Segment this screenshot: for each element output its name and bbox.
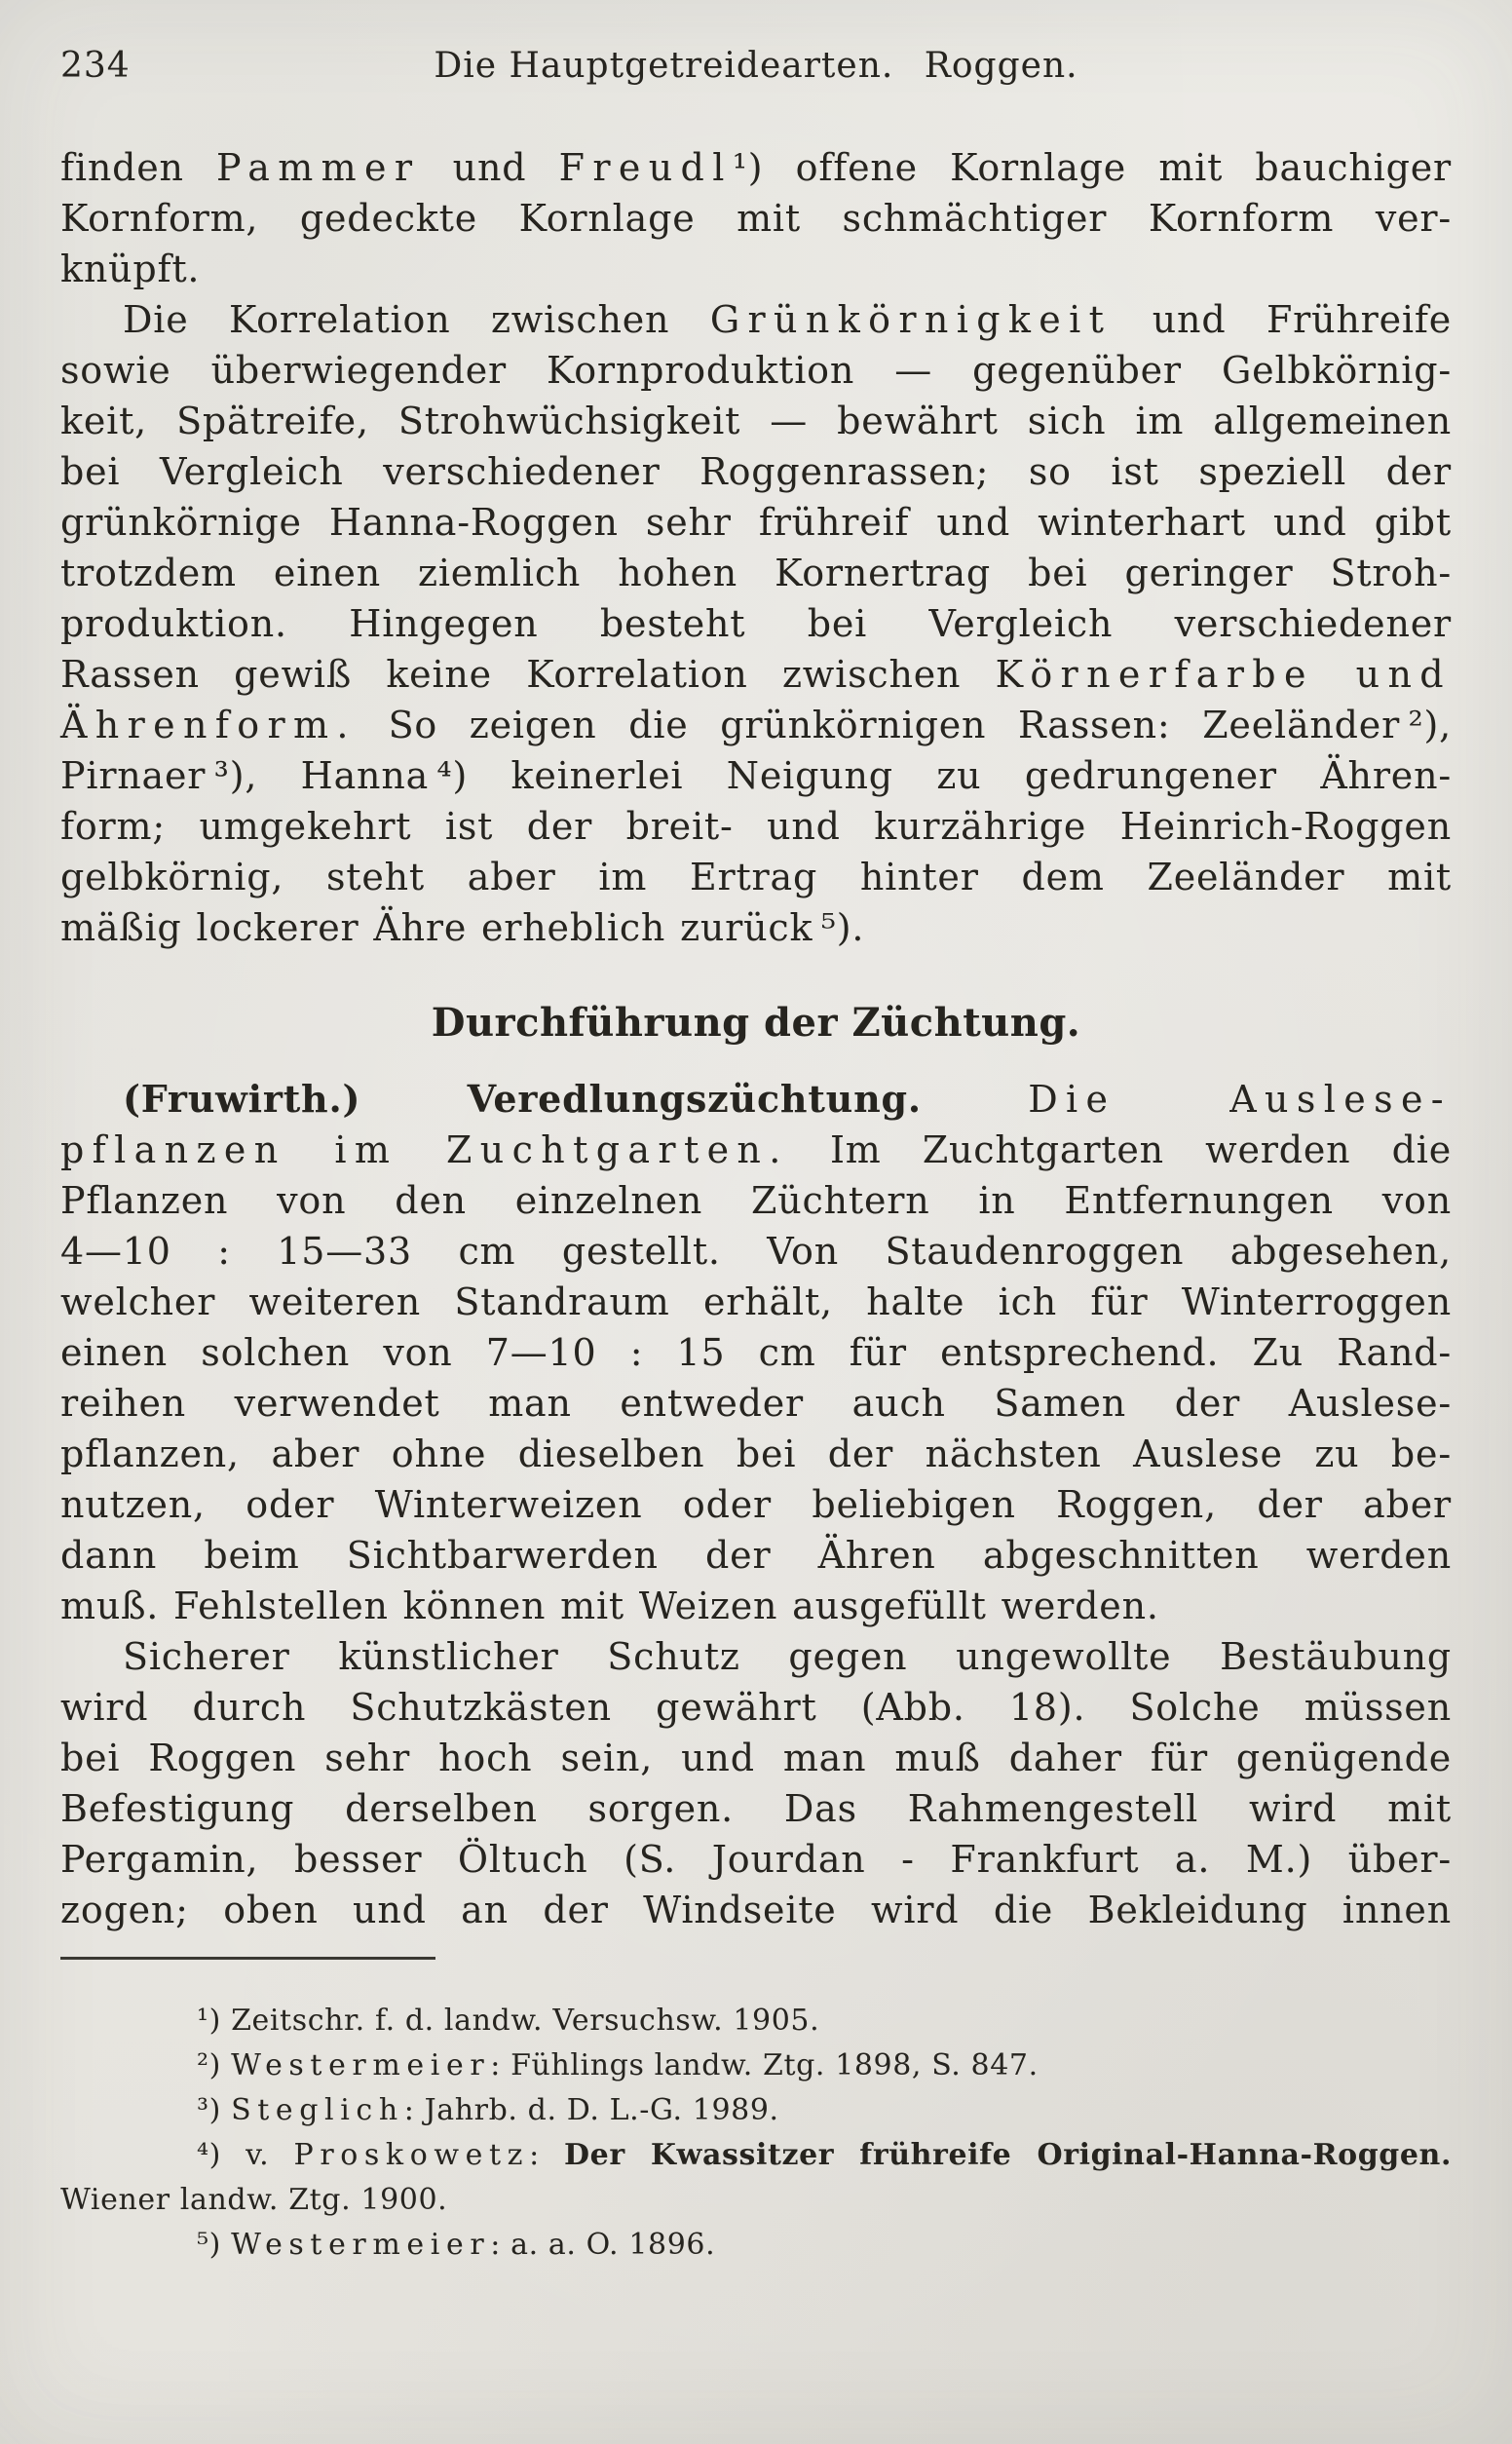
text-line: reihen verwendet man entweder auch Samen der Auslese- bbox=[60, 1382, 1452, 1425]
text-line: Kornform, gedeckte Kornlage mit schmächtiger Kornform ver- bbox=[60, 197, 1452, 240]
text-line: ³) Steglich: Jahrb. d. D. L.-G. 1989. bbox=[197, 2093, 779, 2127]
text-line: ¹) Zeitschr. f. d. landw. Versuchsw. 1905. bbox=[197, 2004, 820, 2038]
text-line: gelbkörnig, steht aber im Ertrag hinter dem Zeeländer mit bbox=[60, 856, 1452, 898]
text-line: welcher weiteren Standraum erhält, halte ich für Winterroggen bbox=[60, 1280, 1452, 1323]
running-title: Die Hauptgetreidearten. Roggen. bbox=[434, 46, 1078, 86]
footnote-2 bbox=[60, 2043, 1452, 2088]
text-line: Ährenform. So zeigen die grünkörnigen Rassen: Zeeländer ²), bbox=[60, 704, 1452, 746]
text-line: finden Pammer und Freudl¹) offene Kornlage mit bauchiger bbox=[60, 146, 1452, 189]
text-line: knüpft. bbox=[60, 248, 201, 290]
paragraph-veredlungszuechtung bbox=[60, 1074, 1452, 1631]
text-line: form; umgekehrt ist der breit- und kurzährige Heinrich-Roggen bbox=[60, 805, 1452, 848]
text-line: ⁴) v. Proskowetz: Der Kwassitzer frühreife Original-Hanna-Roggen. bbox=[197, 2138, 1453, 2172]
text-line: trotzdem einen ziemlich hohen Kornertrag bei geringer Stroh- bbox=[60, 552, 1452, 594]
text-line: Rassen gewiß keine Korrelation zwischen Körnerfarbe und bbox=[60, 653, 1452, 696]
body-text-top bbox=[60, 142, 1452, 953]
text-line: (Fruwirth.) Veredlungszüchtung. Die Auslese- bbox=[123, 1077, 1452, 1121]
paragraph-korrelation bbox=[60, 294, 1452, 953]
footnote-5 bbox=[60, 2223, 1452, 2268]
footnote-1 bbox=[60, 1999, 1452, 2043]
text-line: ²) Westermeier: Fühlings landw. Ztg. 1898, S. 847. bbox=[197, 2048, 1039, 2082]
text-line: zogen; oben und an der Windseite wird die Bekleidung innen bbox=[60, 1889, 1452, 1931]
text-line: dann beim Sichtbarwerden der Ähren abgeschnitten werden bbox=[60, 1534, 1452, 1577]
text-line: Die Korrelation zwischen Grünkörnigkeit und Frühreife bbox=[123, 298, 1453, 341]
page-number: 234 bbox=[60, 46, 131, 86]
text-line: bei Roggen sehr hoch sein, und man muß daher für genügende bbox=[60, 1737, 1452, 1779]
footnote-4 bbox=[60, 2133, 1452, 2223]
footnote-separator bbox=[60, 1957, 435, 1960]
text-line: Pflanzen von den einzelnen Züchtern in Entfernungen von bbox=[60, 1179, 1452, 1222]
text-line: Wiener landw. Ztg. 1900. bbox=[60, 2183, 448, 2217]
text-line: Befestigung derselben sorgen. Das Rahmengestell wird mit bbox=[60, 1787, 1452, 1830]
text-line: keit, Spätreife, Strohwüchsigkeit — bewährt sich im allgemeinen bbox=[60, 400, 1452, 442]
section-heading: Durchführung der Züchtung. bbox=[431, 1000, 1081, 1046]
text-line: einen solchen von 7—10 : 15 cm für entsprechend. Zu Rand- bbox=[60, 1331, 1452, 1374]
text-line: Pirnaer ³), Hanna ⁴) keinerlei Neigung zu gedrungener Ähren- bbox=[60, 754, 1452, 797]
paragraph-schutzkaesten bbox=[60, 1631, 1452, 1935]
page-header bbox=[60, 45, 1452, 88]
text-line: grünkörnige Hanna-Roggen sehr frühreif und winterhart und gibt bbox=[60, 501, 1452, 544]
text-line: nutzen, oder Winterweizen oder beliebigen Roggen, der aber bbox=[60, 1483, 1452, 1526]
text-line: pflanzen im Zuchtgarten. Im Zuchtgarten werden die bbox=[60, 1128, 1453, 1171]
text-line: muß. Fehlstellen können mit Weizen ausgefüllt werden. bbox=[60, 1585, 1159, 1627]
text-line: ⁵) Westermeier: a. a. O. 1896. bbox=[197, 2228, 716, 2262]
text-line: wird durch Schutzkästen gewährt (Abb. 18). Solche müssen bbox=[60, 1686, 1452, 1729]
text-line: 4—10 : 15—33 cm gestellt. Von Staudenroggen abgesehen, bbox=[60, 1230, 1452, 1273]
footnotes bbox=[60, 1999, 1452, 2268]
text-line: produktion. Hingegen besteht bei Vergleich verschiedener bbox=[60, 602, 1452, 645]
paragraph-kornlage bbox=[60, 142, 1452, 294]
footnote-3 bbox=[60, 2088, 1452, 2133]
text-line: Sicherer künstlicher Schutz gegen ungewollte Bestäubung bbox=[123, 1635, 1452, 1678]
text-line: Pergamin, besser Öltuch (S. Jourdan - Frankfurt a. M.) über- bbox=[60, 1838, 1452, 1881]
body-text-section bbox=[60, 1074, 1452, 1935]
text-line: mäßig lockerer Ähre erheblich zurück ⁵). bbox=[60, 906, 865, 949]
text-line: sowie überwiegender Kornproduktion — gegenüber Gelbkörnig- bbox=[60, 349, 1452, 392]
text-line: pflanzen, aber ohne dieselben bei der nächsten Auslese zu be- bbox=[60, 1432, 1452, 1475]
text-line: bei Vergleich verschiedener Roggenrassen; so ist speziell der bbox=[60, 450, 1452, 493]
